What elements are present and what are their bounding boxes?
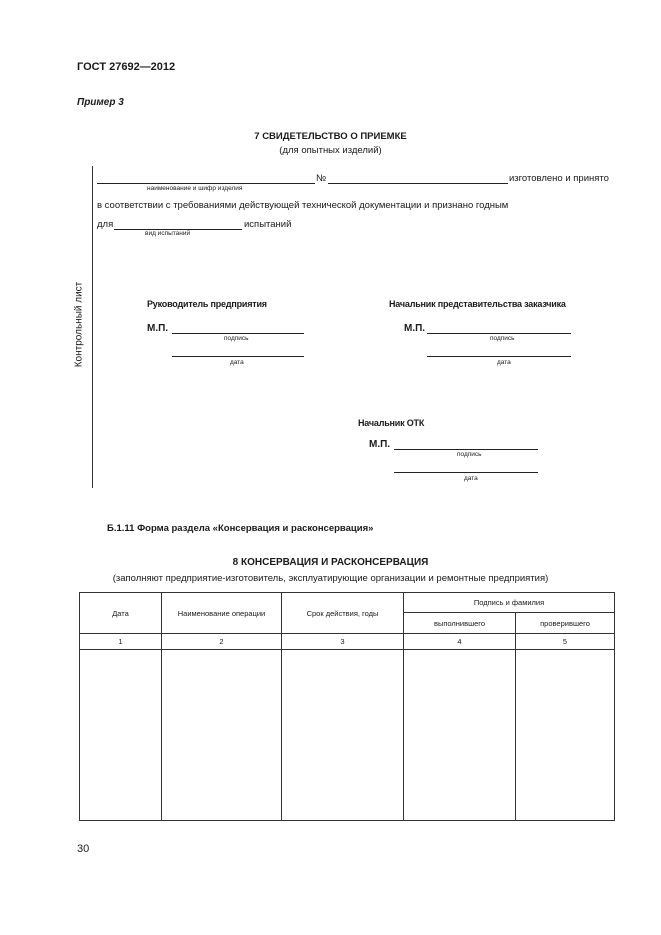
column-number: 4 xyxy=(404,634,516,650)
header-date: Дата xyxy=(80,593,162,634)
for-label: для xyxy=(97,219,114,230)
enterprise-head-label: Руководитель предприятия xyxy=(147,299,267,309)
column-number: 2 xyxy=(162,634,282,650)
number-sign: № xyxy=(316,173,327,184)
enterprise-signature-line xyxy=(172,333,304,334)
header-signature-group: Подпись и фамилия xyxy=(404,593,615,613)
body-cell xyxy=(282,650,404,821)
column-number: 5 xyxy=(516,634,615,650)
header-validity: Срок действия, годы xyxy=(282,593,404,634)
enterprise-mp-label: М.П. xyxy=(147,323,169,334)
side-label: Контрольный лист xyxy=(73,281,85,368)
otk-signature-line xyxy=(394,449,538,450)
enterprise-date-line xyxy=(172,356,304,357)
customer-mp-label: М.П. xyxy=(404,323,426,334)
body-cell xyxy=(516,650,615,821)
customer-rep-label: Начальник представительства заказчика xyxy=(389,299,566,309)
column-number: 3 xyxy=(282,634,404,650)
item-name-line xyxy=(97,183,315,184)
serial-number-line xyxy=(328,183,508,184)
header-operation: Наименование операции xyxy=(162,593,282,634)
column-numbers-row xyxy=(80,634,615,650)
customer-date-caption: дата xyxy=(497,359,511,366)
customer-signature-line xyxy=(427,333,571,334)
enterprise-signature-caption: подпись xyxy=(224,335,249,342)
conservation-table xyxy=(79,592,615,821)
body-cell xyxy=(80,650,162,821)
customer-date-line xyxy=(427,356,571,357)
section-title: Б.1.11 Форма раздела «Консервация и расконсервация» xyxy=(107,523,374,534)
standard-header: ГОСТ 27692—2012 xyxy=(77,61,176,73)
item-name-caption: наименование и шифр изделия xyxy=(147,185,243,192)
table-body-row xyxy=(80,650,615,821)
header-checker: проверившего xyxy=(516,613,615,634)
otk-date-line xyxy=(394,472,538,473)
compliance-text: в соответствии с требованиями действующей технической документации и признано годным xyxy=(97,200,509,211)
table-subtitle: (заполняют предприятие-изготовитель, эксплуатирующие организации и ремонтные предприятия) xyxy=(112,573,549,584)
page-number: 30 xyxy=(77,843,90,855)
test-type-caption: вид испытаний xyxy=(145,230,191,237)
accepted-text: изготовлено и принято xyxy=(509,173,609,184)
example-label: Пример 3 xyxy=(77,97,124,108)
margin-vertical-line xyxy=(92,166,93,488)
customer-signature-caption: подпись xyxy=(490,335,515,342)
otk-mp-label: М.П. xyxy=(369,439,391,450)
header-performer: выполнившего xyxy=(404,613,516,634)
otk-date-caption: дата xyxy=(464,475,478,482)
otk-head-label: Начальник ОТК xyxy=(358,418,425,428)
otk-signature-caption: подпись xyxy=(457,451,482,458)
certificate-title: 7 СВИДЕТЕЛЬСТВО О ПРИЕМКЕ xyxy=(254,131,407,142)
column-number: 1 xyxy=(80,634,162,650)
table-title: 8 КОНСЕРВАЦИЯ И РАСКОНСЕРВАЦИЯ xyxy=(232,557,429,568)
enterprise-date-caption: дата xyxy=(230,359,244,366)
tests-label: испытаний xyxy=(244,219,292,230)
body-cell xyxy=(162,650,282,821)
certificate-subtitle: (для опытных изделий) xyxy=(279,145,382,156)
body-cell xyxy=(404,650,516,821)
